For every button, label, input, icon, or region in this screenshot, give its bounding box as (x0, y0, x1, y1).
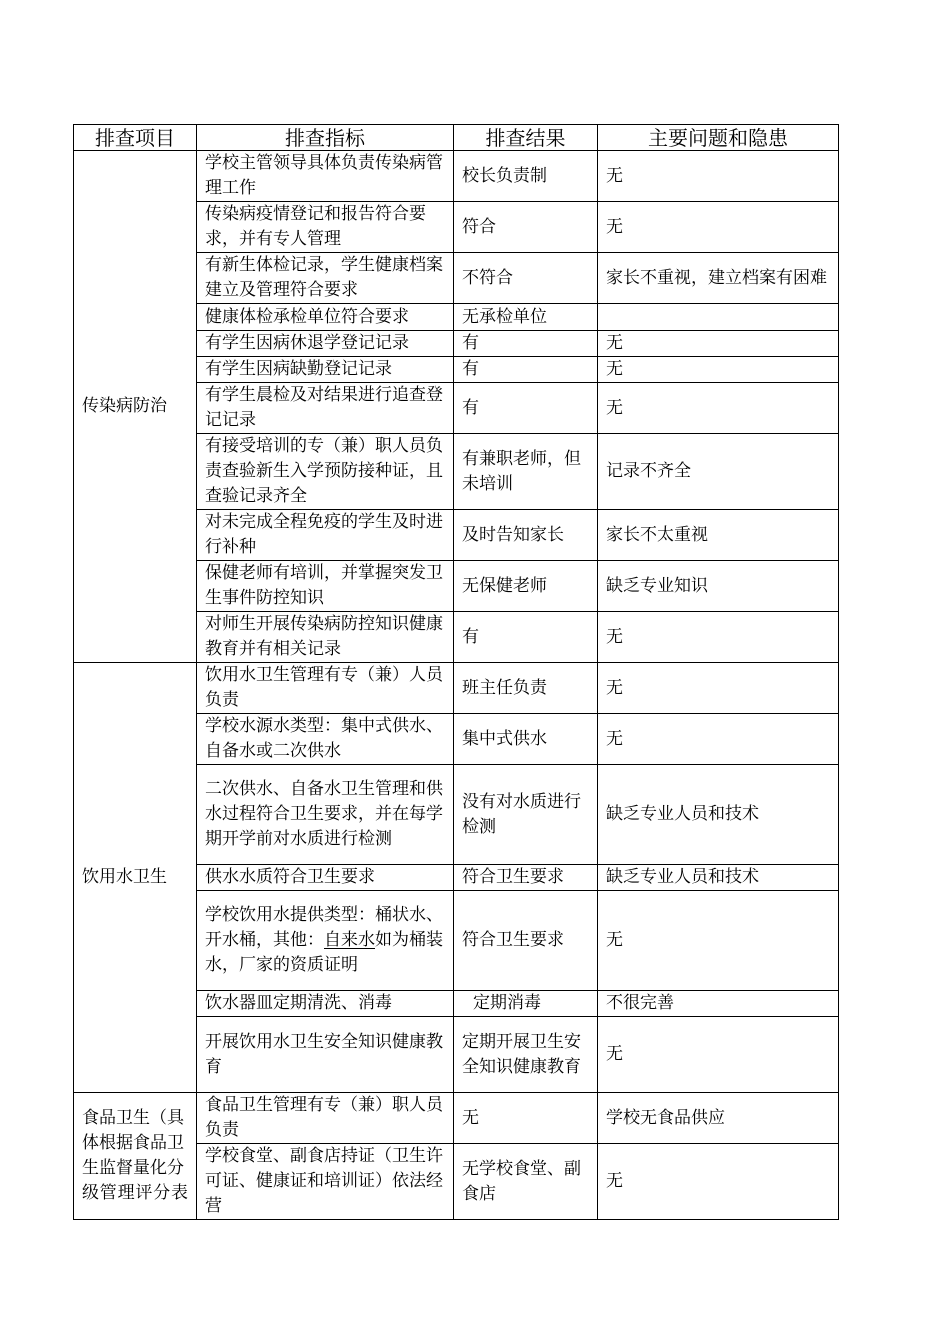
result-cell: 没有对水质进行检测 (454, 765, 598, 865)
result-cell: 符合卫生要求 (454, 891, 598, 991)
issue-cell: 无 (598, 1017, 839, 1093)
issue-cell: 无 (598, 1144, 839, 1220)
result-cell: 校长负责制 (454, 151, 598, 202)
result-cell: 有 (454, 383, 598, 434)
header-row (74, 125, 839, 151)
indicator-cell: 学校主管领导具体负责传染病管理工作 (197, 151, 454, 202)
issue-cell: 不很完善 (598, 991, 839, 1017)
result-cell: 无保健老师 (454, 561, 598, 612)
indicator-cell: 保健老师有培训，并掌握突发卫生事件防控知识 (197, 561, 454, 612)
indicator-cell: 饮水器皿定期清洗、消毒 (197, 991, 454, 1017)
result-cell: 不符合 (454, 253, 598, 304)
issue-cell: 缺乏专业人员和技术 (598, 865, 839, 891)
header-category: 排查项目 (74, 125, 197, 151)
issue-cell: 家长不太重视 (598, 510, 839, 561)
issue-cell: 无 (598, 331, 839, 357)
issue-cell: 缺乏专业人员和技术 (598, 765, 839, 865)
issue-cell: 无 (598, 202, 839, 253)
issue-cell: 缺乏专业知识 (598, 561, 839, 612)
result-cell: 集中式供水 (454, 714, 598, 765)
indicator-cell: 有学生晨检及对结果进行追查登记记录 (197, 383, 454, 434)
result-cell: 有 (454, 612, 598, 663)
result-cell: 有 (454, 357, 598, 383)
issue-cell: 学校无食品供应 (598, 1093, 839, 1144)
indicator-cell: 有新生体检记录，学生健康档案建立及管理符合要求 (197, 253, 454, 304)
table-row (74, 151, 839, 202)
issue-cell: 无 (598, 151, 839, 202)
result-cell: 符合卫生要求 (454, 865, 598, 891)
indicator-cell: 有接受培训的专（兼）职人员负责查验新生入学预防接种证，且查验记录齐全 (197, 434, 454, 510)
issue-cell: 无 (598, 891, 839, 991)
category-cell: 食品卫生（具体根据食品卫生监督量化分级管理评分表 (74, 1093, 197, 1220)
result-cell: 定期开展卫生安全知识健康教育 (454, 1017, 598, 1093)
indicator-cell: 学校食堂、副食店持证（卫生许可证、健康证和培训证）依法经营 (197, 1144, 454, 1220)
issue-cell: 无 (598, 663, 839, 714)
result-cell: 定期消毒 (454, 991, 598, 1017)
indicator-cell: 对师生开展传染病防控知识健康教育并有相关记录 (197, 612, 454, 663)
indicator-cell: 供水水质符合卫生要求 (197, 865, 454, 891)
issue-cell: 无 (598, 612, 839, 663)
indicator-cell: 食品卫生管理有专（兼）职人员负责 (197, 1093, 454, 1144)
result-cell: 无 (454, 1093, 598, 1144)
issue-cell: 无 (598, 383, 839, 434)
issue-cell: 记录不齐全 (598, 434, 839, 510)
result-cell: 无承检单位 (454, 304, 598, 331)
indicator-cell: 饮用水卫生管理有专（兼）人员负责 (197, 663, 454, 714)
issue-cell: 无 (598, 357, 839, 383)
category-cell: 传染病防治 (74, 151, 197, 663)
issue-cell (598, 304, 839, 331)
result-cell: 有 (454, 331, 598, 357)
underlined-answer: 自来水 (324, 930, 375, 950)
issue-cell: 家长不重视，建立档案有困难 (598, 253, 839, 304)
result-cell: 班主任负责 (454, 663, 598, 714)
inspection-table (73, 124, 839, 1220)
result-cell: 符合 (454, 202, 598, 253)
indicator-cell: 有学生因病缺勤登记记录 (197, 357, 454, 383)
indicator-cell: 有学生因病休退学登记记录 (197, 331, 454, 357)
indicator-cell (197, 891, 454, 991)
indicator-cell: 传染病疫情登记和报告符合要求，并有专人管理 (197, 202, 454, 253)
result-cell: 无学校食堂、副食店 (454, 1144, 598, 1220)
indicator-cell: 开展饮用水卫生安全知识健康教育 (197, 1017, 454, 1093)
result-cell: 及时告知家长 (454, 510, 598, 561)
result-cell: 有兼职老师，但未培训 (454, 434, 598, 510)
header-issue: 主要问题和隐患 (598, 125, 839, 151)
indicator-text: 如为桶装水，厂家的资质证明 (205, 930, 443, 975)
category-cell: 饮用水卫生 (74, 663, 197, 1093)
indicator-cell: 健康体检承检单位符合要求 (197, 304, 454, 331)
issue-cell: 无 (598, 714, 839, 765)
indicator-cell: 学校水源水类型：集中式供水、自备水或二次供水 (197, 714, 454, 765)
table-row (74, 1093, 839, 1144)
header-indicator: 排查指标 (197, 125, 454, 151)
header-result: 排查结果 (454, 125, 598, 151)
indicator-cell: 对未完成全程免疫的学生及时进行补种 (197, 510, 454, 561)
indicator-text: 学校饮用水提供类型：桶状水、开水桶，其他： (205, 905, 443, 950)
indicator-cell: 二次供水、自备水卫生管理和供水过程符合卫生要求，并在每学期开学前对水质进行检测 (197, 765, 454, 865)
table-row (74, 663, 839, 714)
